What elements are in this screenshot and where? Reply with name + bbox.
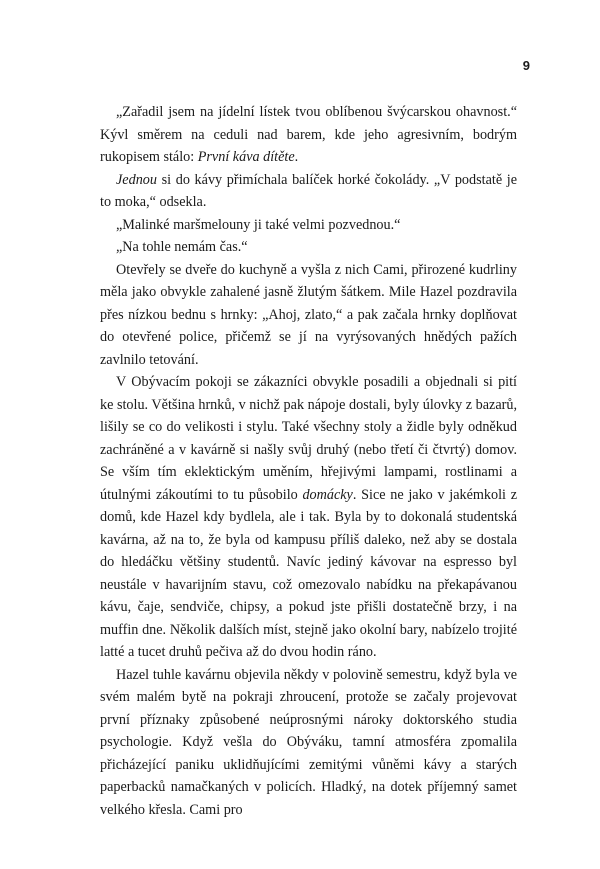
italic-text: První káva dítěte xyxy=(197,149,295,165)
text-run: . xyxy=(294,149,299,165)
paragraph xyxy=(100,101,517,169)
paragraph xyxy=(100,169,517,214)
paragraph xyxy=(100,664,517,822)
body-text xyxy=(100,101,517,821)
paragraph xyxy=(100,371,517,664)
text-run: V Obývacím pokoji se zákazníci obvykle posadili a objednali si pití ke stolu. Většina hrnků, v nichž pak nápoje dostali, byly úlovky z bazarů, lišily se co do velikosti i stylu. Také všechny stoly a židle byly odněkud zachráněné a v kavárně si našly svůj druhý (nebo třetí či čtvrtý) domov. Se vším tím eklektickým uměním, hřejivými lampami, rostlinami a útulnými zákoutími to tu působilo xyxy=(100,374,517,503)
paragraph xyxy=(100,236,517,259)
text-run: „Na tohle nemám čas.“ xyxy=(116,239,248,255)
paragraph xyxy=(100,214,517,237)
text-run: Hazel tuhle kavárnu objevila někdy v polovině semestru, když byla ve svém malém bytě na pokraji zhroucení, protože se začaly projevovat první příznaky způsobené neúprosnými nároky doktorského studia psychologie. Když vešla do Obýváku, tamní atmosféra zpomalila přicházející paniku uklidňujícími zemitými vůněmi kávy a starých paperbacků namačkaných v policích. Hladký, na dotek příjemný samet velkého křesla. Cami pro xyxy=(100,666,517,818)
text-run: „Zařadil jsem na jídelní lístek tvou oblíbenou švýcarskou ohavnost.“ Kývl směrem na ceduli nad barem, kde jeho agresivním, bodrým rukopisem stálo: xyxy=(100,104,517,165)
text-run: Otevřely se dveře do kuchyně a vyšla z nich Cami, přirozené kudrliny měla jako obvykle zahalené jasně žlutým šátkem. Mile Hazel pozdravila přes nízkou bednu s hrnky: „Ahoj, zlato,“ a pak začala hrnky doplňovat do otevřené police, přičemž se jí na vyrýsovaných hnědých pažích zavlnilo tetování. xyxy=(100,261,517,368)
text-run: „Malinké maršmelouny ji také velmi pozvednou.“ xyxy=(116,216,401,233)
italic-text: Jednou xyxy=(116,171,157,188)
italic-text: domácky xyxy=(302,486,353,503)
text-run: si do kávy přimíchala balíček horké čokolády. „V podstatě je to moka,“ odsekla. xyxy=(100,171,517,210)
page-number: 9 xyxy=(522,58,530,73)
paragraph xyxy=(100,259,517,372)
text-run: . Sice ne jako v jakémkoli z domů, kde Hazel kdy bydlela, ale i tak. Byla by to dokonalá studentská kavárna, až na to, že byla od kampusu příliš daleko, než aby se dostala do hledáčku většiny studentů. Navíc jediný kávovar na espresso byl neustále v havarijním stavu, což omezovalo nabídku na překapávanou kávu, čaje, sendviče, chipsy, a pokud jste přišli dostatečně brzy, i na muffin dne. Několik dalších míst, stejně jako okolní bary, nabízelo trojité latté a tucet druhů pečiva až do dvou hodin ráno. xyxy=(100,486,517,660)
